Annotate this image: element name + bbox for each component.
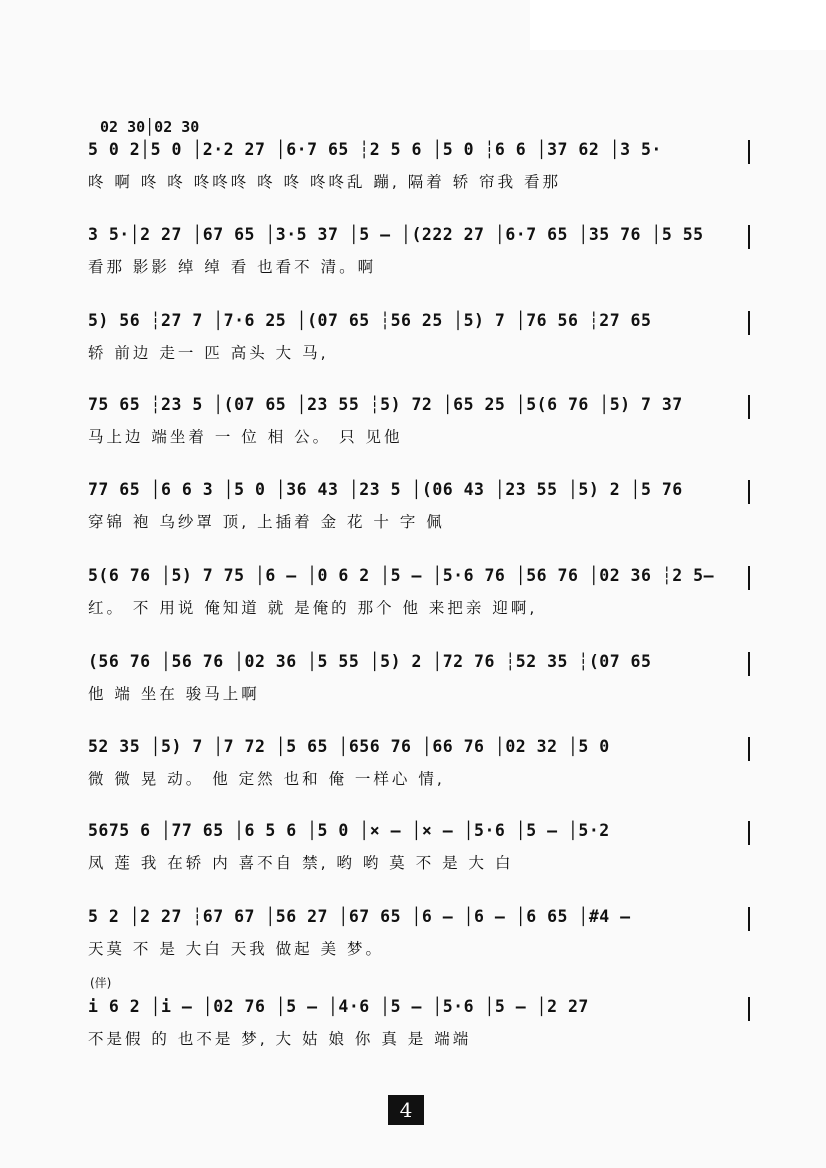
notation-line: 75 65 ┆23 5 │(07 65 │23 55 ┆5) 72 │65 25 │5(6 76 │5) 7 37 [88, 395, 683, 414]
lyric-line: 看那 影影 绰 绰 看 也看不 清。啊 [88, 258, 377, 276]
staff-system [88, 997, 758, 1061]
lyric-line: 不是假 的 也不是 梦, 大 姑 娘 你 真 是 端端 [88, 1030, 472, 1048]
notation-line: 3 5·│2 27 │67 65 │3·5 37 │5 — │(222 27 │6·7 65 │35 76 │5 55 [88, 225, 704, 244]
barline [748, 566, 750, 590]
barline [748, 997, 750, 1021]
barline [748, 652, 750, 676]
barline [748, 140, 750, 164]
lyric-line: 穿锦 袍 乌纱罩 顶, 上插着 金 花 十 字 佩 [88, 513, 445, 531]
notation-line: 5) 56 ┆27 7 │7·6 25 │(07 65 ┆56 25 │5) 7 │76 56 ┆27 65 [88, 311, 652, 330]
lyric-line: 凤 莲 我 在轿 内 喜不自 禁, 哟 哟 莫 不 是 大 白 [88, 854, 514, 872]
staff-system [88, 395, 758, 459]
lyric-line: 轿 前边 走一 匹 高头 大 马, [88, 344, 329, 362]
barline [748, 395, 750, 419]
staff-system [88, 652, 758, 716]
lyric-line: 红。 不 用说 俺知道 就 是俺的 那个 他 来把亲 迎啊, [88, 599, 538, 617]
notation-line: 52 35 │5) 7 │7 72 │5 65 │656 76 │66 76 │02 32 │5 0 [88, 737, 610, 756]
page-number: 4 [388, 1095, 424, 1125]
staff-system [88, 566, 758, 630]
staff-system [88, 225, 758, 289]
lyric-line: 微 微 晃 动。 他 定然 也和 俺 一样心 情, [88, 770, 445, 788]
barline [748, 821, 750, 845]
staff-system [88, 118, 758, 204]
notation-line: 5675 6 │77 65 │6 5 6 │5 0 │× — │× — │5·6 │5 — │5·2 [88, 821, 610, 840]
notation-line: 5(6 76 │5) 7 75 │6 — │0 6 2 │5 — │5·6 76 │56 76 │02 36 ┆2 5— [88, 566, 715, 585]
staff-system [88, 480, 758, 544]
lyric-line: 天莫 不 是 大白 天我 做起 美 梦。 [88, 940, 384, 958]
notation-line: (56 76 │56 76 │02 36 │5 55 │5) 2 │72 76 ┆52 35 ┆(07 65 [88, 652, 652, 671]
staff-system [88, 737, 758, 801]
lyric-line: 他 端 坐在 骏马上啊 [88, 685, 260, 703]
staff-system [88, 311, 758, 375]
lyric-line: 马上边 端坐着 一 位 相 公。 只 见他 [88, 428, 403, 446]
staff-system [88, 907, 758, 971]
barline [748, 737, 750, 761]
notation-line: i 6 2 │i — │02 76 │5 — │4·6 │5 — │5·6 │5 — │2 27 [88, 997, 589, 1016]
notation-line: 5 2 │2 27 ┆67 67 │56 27 │67 65 │6 — │6 — │6 65 │#4 — [88, 907, 631, 926]
lyric-line: 咚 啊 咚 咚 咚咚咚 咚 咚 咚咚乱 蹦, 隔着 轿 帘我 看那 [88, 173, 562, 191]
pickup-notation: 02 30│02 30 [100, 118, 200, 136]
notation-line: 5 0 2│5 0 │2·2 27 │6·7 65 ┆2 5 6 │5 0 ┆6 6 │37 62 │3 5· [88, 140, 662, 159]
barline [748, 907, 750, 931]
barline [748, 480, 750, 504]
barline [748, 225, 750, 249]
scan-corner-blank [530, 0, 826, 50]
notation-line: 77 65 │6 6 3 │5 0 │36 43 │23 5 │(06 43 │23 55 │5) 2 │5 76 [88, 480, 683, 499]
accompaniment-marker: (伴) [90, 976, 112, 990]
staff-system [88, 821, 758, 885]
barline [748, 311, 750, 335]
